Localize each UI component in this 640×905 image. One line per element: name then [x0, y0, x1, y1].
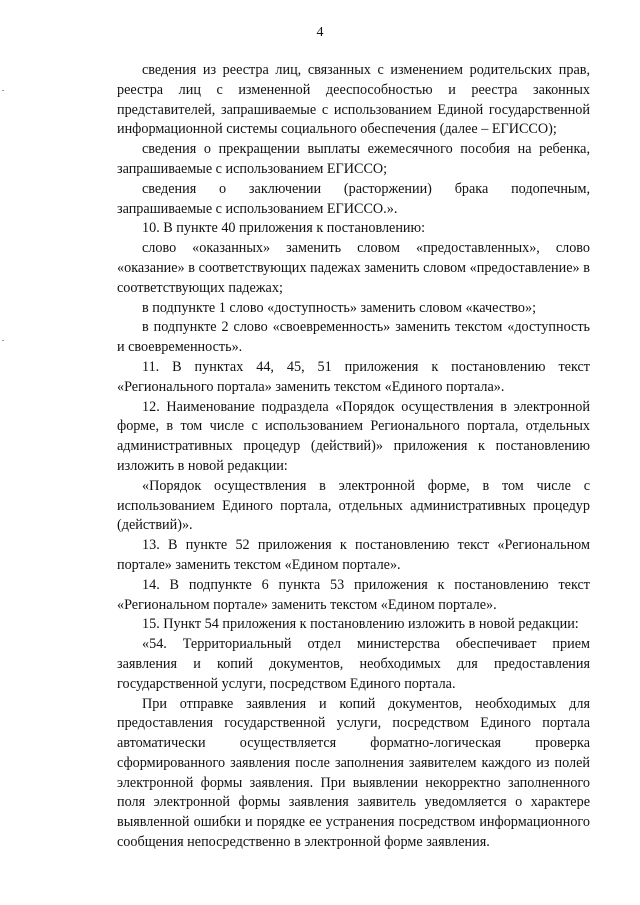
paragraph: 14. В подпункте 6 пункта 53 приложения к постановлению текст «Региональном портале» заменить текстом «Едином портале». — [117, 576, 590, 613]
paragraph: 13. В пункте 52 приложения к постановлению текст «Региональном портале» заменить текстом «Едином портале». — [117, 537, 590, 573]
paragraph: сведения о заключении (расторжении) брака подопечным, запрашиваемые с использованием ЕГИССО.». — [117, 180, 590, 217]
paragraph: «Порядок осуществления в электронной форме, в том числе с использованием Единого портала, отдельных административных процедур (действий)». — [117, 477, 590, 534]
paragraph: 11. В пунктах 44, 45, 51 приложения к постановлению текст «Регионального портала» заменить текстом «Единого портала». — [117, 358, 590, 395]
paragraph: 15. Пункт 54 приложения к постановлению изложить в новой редакции: — [142, 616, 579, 633]
paragraph: При отправке заявления и копий документов, необходимых для предоставления государственной услуги, посредством Единого портала автоматически осуществляется форматно-логическая проверка сформированного заявления после заполнения заявителем каждого из полей электронной формы заявления. При выявлении некорректно заполненного поля электронной формы заявления заявитель уведомляется о характере выявленной ошибки и порядке ее устранения посредством информационного сообщения непосредственно в электронной форме заявления. — [117, 695, 590, 851]
paragraph: 10. В пункте 40 приложения к постановлению: — [142, 220, 426, 237]
paragraph: 12. Наименование подраздела «Порядок осуществления в электронной форме, в том числе с использованием Регионального портала, отдельных административных процедур (действий)» приложения к постановлению изложить в новой редакции: — [117, 398, 590, 474]
paragraph: сведения о прекращении выплаты ежемесячного пособия на ребенка, запрашиваемые с использованием ЕГИССО; — [117, 141, 590, 177]
paragraph: сведения из реестра лиц, связанных с изменением родительских прав, реестра лиц с измененной дееспособностью и реестра законных представителей, запрашиваемые с использованием Единой государственной информационной системы социального обеспечения (далее – ЕГИССО); — [117, 62, 590, 138]
paragraph: в подпункте 1 слово «доступность» заменить словом «качество»; — [142, 299, 537, 316]
paragraph: «54. Территориальный отдел министерства обеспечивает прием заявления и копий документов, необходимых для предоставления государственной услуги, посредством Единого портала. — [117, 636, 590, 692]
paragraph: слово «оказанных» заменить словом «предоставленных», слово «оказание» в соответствующих падежах заменить словом «предоставление» в соответствующих падежах; — [117, 240, 590, 296]
page-number: 4 — [316, 25, 324, 40]
scan-mark — [2, 340, 4, 341]
scan-mark — [2, 90, 4, 91]
paragraph: в подпункте 2 слово «своевременность» заменить текстом «доступность и своевременность». — [117, 319, 590, 356]
document-body — [117, 61, 590, 853]
